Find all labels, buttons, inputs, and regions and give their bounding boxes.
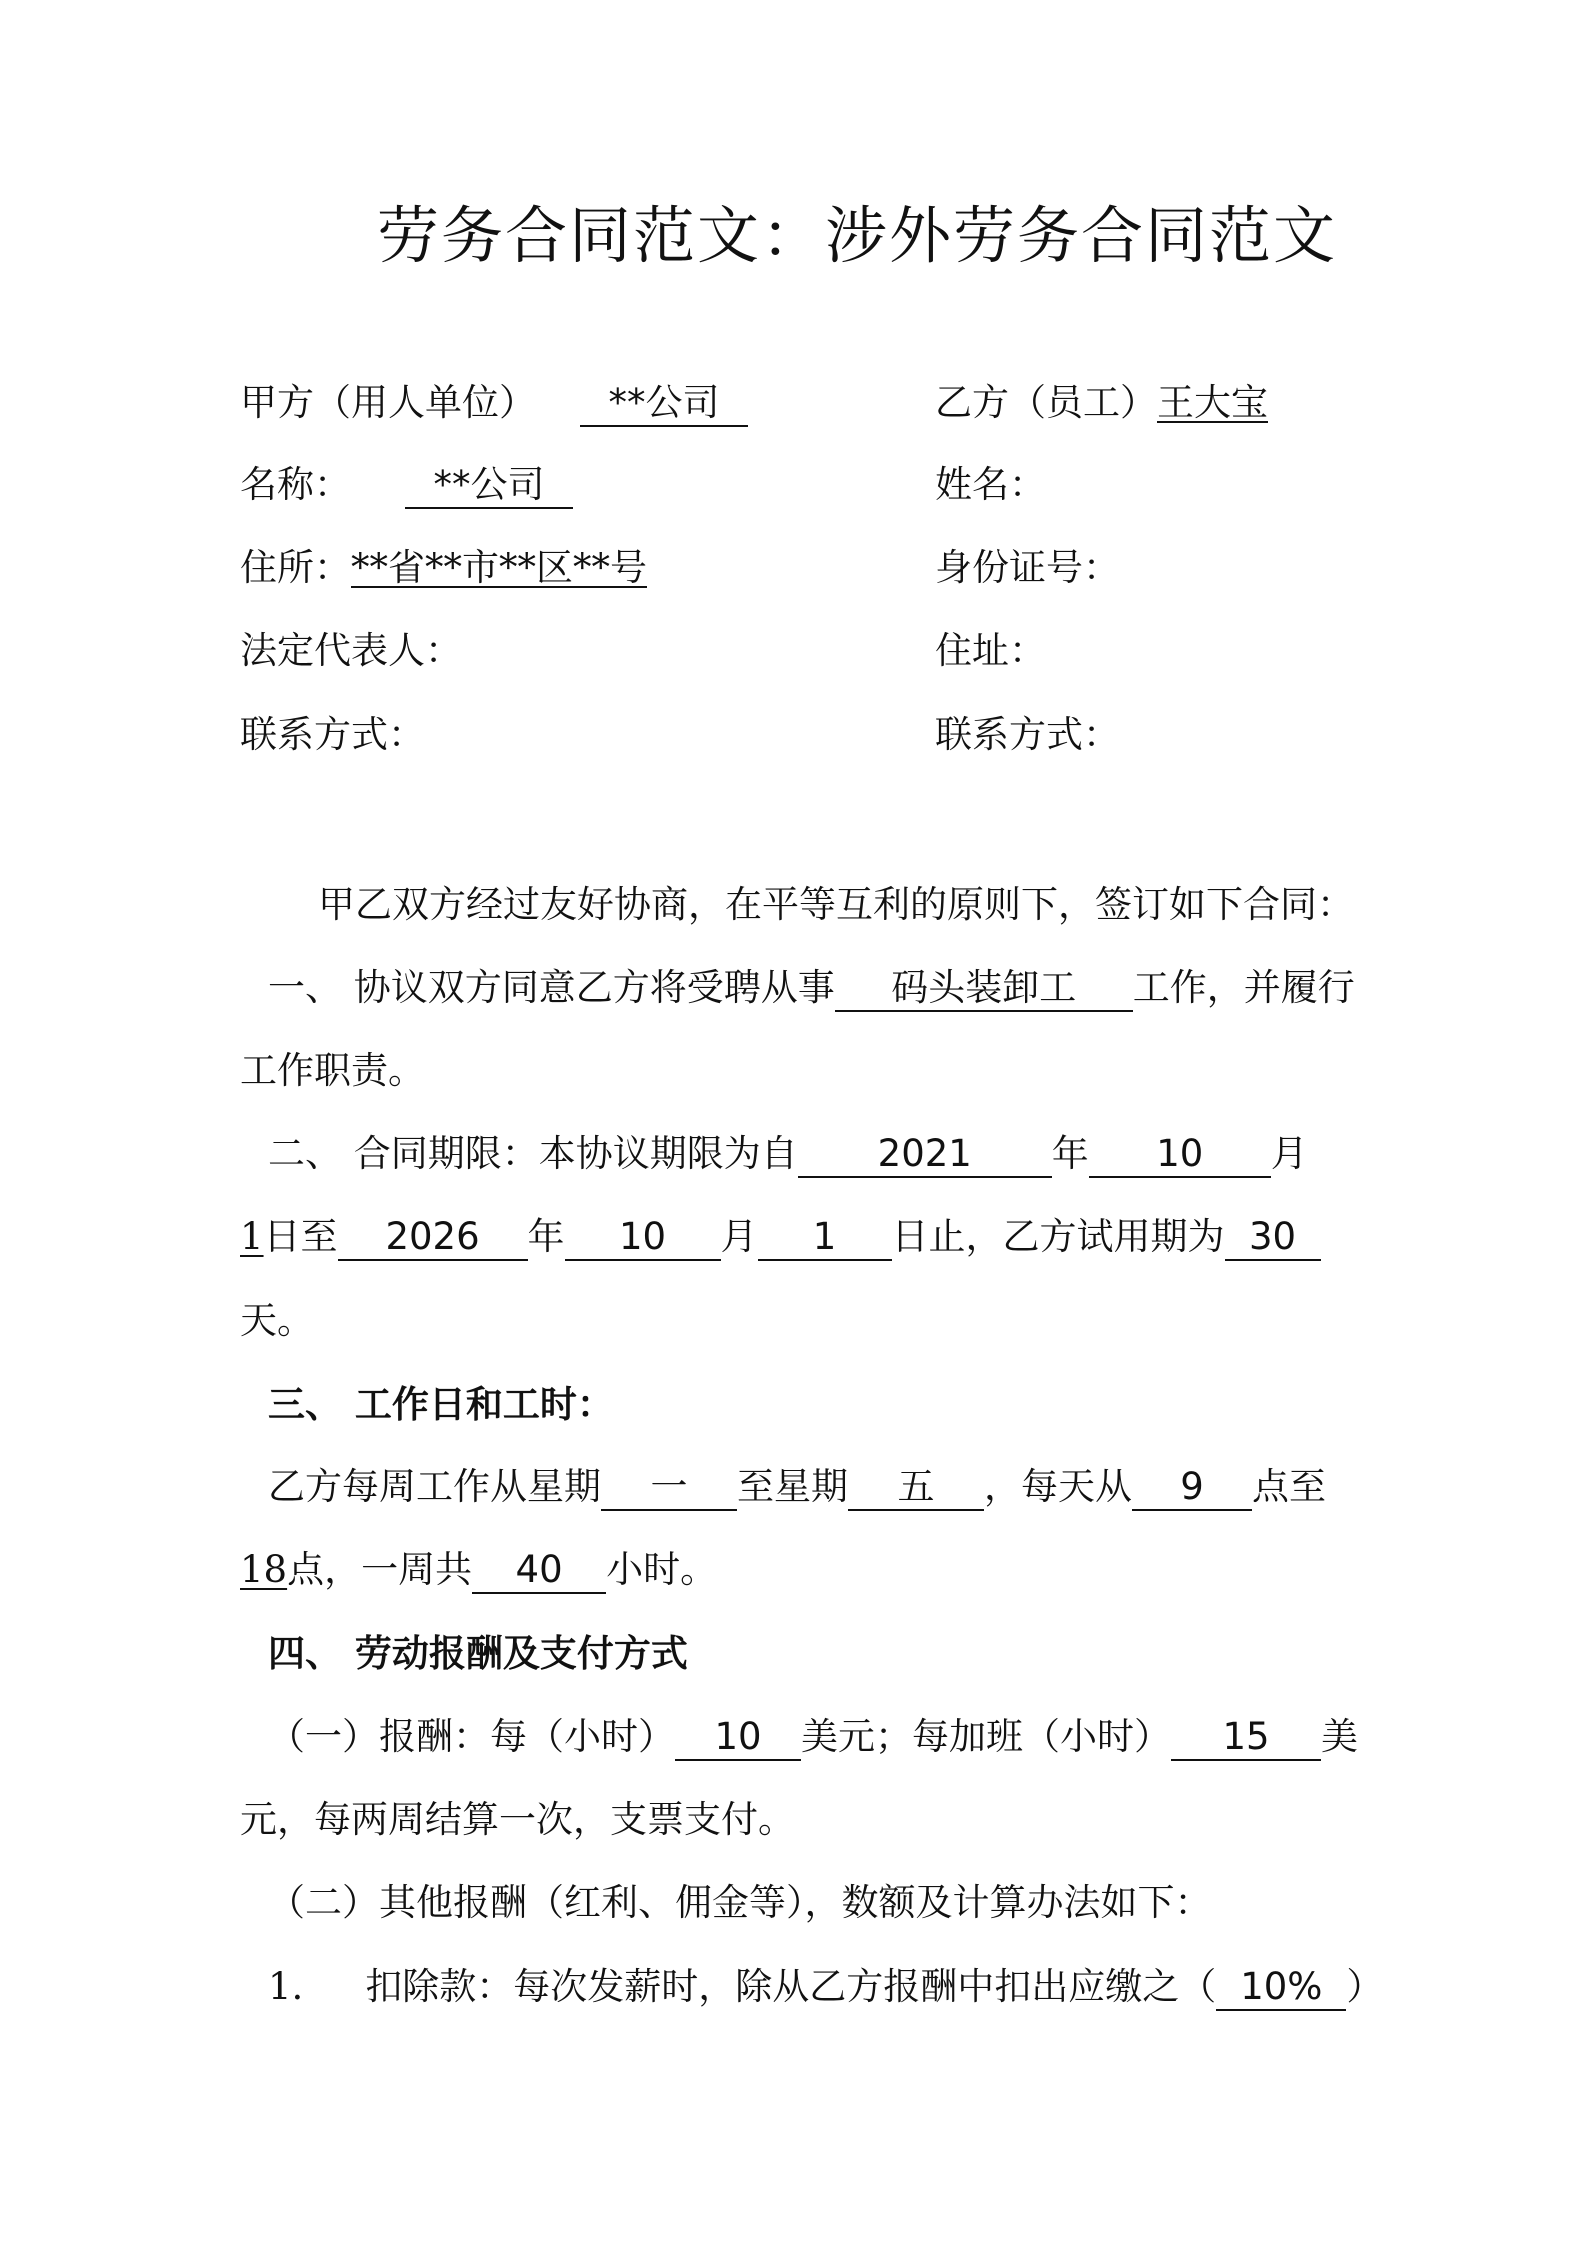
party-a-legal-rep-row <box>240 626 462 676</box>
party-a-row <box>240 378 748 428</box>
to-day-blank: 五 <box>848 1465 984 1511</box>
clause-1-suffix: 工作，并履行 <box>1132 966 1355 1009</box>
clause-2-line-1 <box>268 1129 1308 1179</box>
clause-1-line-2: 工作职责。 <box>240 1049 425 1092</box>
week-label: 点，一周共 <box>287 1548 473 1591</box>
clause-4-pay-line-2: 元，每两周结算一次，支票支付。 <box>240 1798 795 1841</box>
overtime-rate-blank: 15 <box>1171 1715 1321 1761</box>
party-b-contact-row <box>935 710 1120 760</box>
clause-2-prefix: 二、 合同期限：本协议期限为自 <box>268 1132 798 1175</box>
clause-2-line-3: 天。 <box>240 1299 314 1342</box>
end-hour-blank: 18 <box>240 1548 288 1591</box>
party-a-legal-rep-label: 法定代表人： <box>240 629 462 672</box>
to-label: 至星期 <box>737 1465 848 1508</box>
party-b-id-label: 身份证号： <box>935 546 1120 589</box>
party-b-row <box>935 378 1268 428</box>
start-year-blank: 2021 <box>798 1132 1052 1178</box>
party-a-contact-row <box>240 710 425 760</box>
start-month-blank: 10 <box>1089 1132 1271 1178</box>
party-a-value: **公司 <box>580 381 748 427</box>
party-b-name-row <box>935 460 1046 510</box>
deduct-rate-blank: 10% <box>1216 1965 1346 2011</box>
from-day-blank: 一 <box>601 1465 737 1511</box>
intro-paragraph: 甲乙双方经过友好协商，在平等互利的原则下，签订如下合同： <box>318 883 1354 926</box>
deduct-prefix: 扣除款：每次发薪时，除从乙方报酬中扣出应缴之（ <box>365 1965 1217 2008</box>
party-a-address-value: **省**市**区**号 <box>351 546 647 589</box>
party-a-label: 甲方（用人单位） <box>240 381 536 424</box>
clause-3-line-1 <box>268 1462 1326 1512</box>
clause-1-line-1 <box>268 963 1355 1013</box>
clause-4-pay-line-1 <box>268 1712 1358 1762</box>
job-title-blank: 码头装卸工 <box>835 966 1133 1012</box>
party-b-address-row <box>935 626 1046 676</box>
party-b-label: 乙方（员工） <box>935 381 1157 424</box>
clause-3-prefix: 乙方每周工作从星期 <box>268 1465 601 1508</box>
end-year-blank: 2026 <box>338 1215 528 1261</box>
start-day-blank: 1 <box>240 1215 264 1258</box>
party-a-address-label: 住所： <box>240 546 351 589</box>
deduct-close: ） <box>1346 1965 1384 2008</box>
year-char: 年 <box>1051 1132 1089 1175</box>
usd-label-2: 美 <box>1321 1715 1358 1758</box>
party-b-id-row <box>935 543 1120 593</box>
day-to: 日至 <box>263 1215 338 1258</box>
party-b-address-label: 住址： <box>935 629 1046 672</box>
daily-label: ，每天从 <box>984 1465 1132 1508</box>
pay-prefix: （一）报酬：每（小时） <box>268 1715 675 1758</box>
hourly-rate-blank: 10 <box>675 1715 801 1761</box>
hour-to: 点至 <box>1252 1465 1326 1508</box>
probation-blank: 30 <box>1225 1215 1321 1261</box>
party-a-name-row <box>240 460 573 510</box>
hours-suffix: 小时。 <box>606 1548 718 1591</box>
document-title: 劳务合同范文：涉外劳务合同范文 <box>376 199 1337 272</box>
week-hours-blank: 40 <box>472 1548 606 1594</box>
party-b-value: 王大宝 <box>1157 381 1268 424</box>
end-day-blank: 1 <box>758 1215 892 1261</box>
clause-3-line-2 <box>240 1545 717 1595</box>
end-month-blank: 10 <box>565 1215 721 1261</box>
year-char-2: 年 <box>527 1215 565 1258</box>
start-hour-blank: 9 <box>1132 1465 1252 1511</box>
deduct-number: 1. <box>268 1965 304 2008</box>
month-char: 月 <box>1270 1132 1308 1175</box>
clause-4-other: （二）其他报酬（红利、佣金等），数额及计算办法如下： <box>268 1881 1212 1924</box>
clause-1-prefix: 一、 协议双方同意乙方将受聘从事 <box>268 966 835 1009</box>
month-char-2: 月 <box>720 1215 758 1258</box>
clause-2-line-2 <box>240 1212 1321 1262</box>
until-text: 日止，乙方试用期为 <box>891 1215 1225 1258</box>
party-a-contact-label: 联系方式： <box>240 713 425 756</box>
party-a-name-label: 名称： <box>240 463 351 506</box>
party-a-name-value: **公司 <box>405 463 573 509</box>
party-b-name-label: 姓名： <box>935 463 1046 506</box>
usd-label: 美元；每加班（小时） <box>801 1715 1171 1758</box>
clause-3-heading: 三、 工作日和工时： <box>268 1382 614 1426</box>
party-a-address-row <box>240 543 647 593</box>
clause-4-heading: 四、 劳动报酬及支付方式 <box>268 1631 688 1675</box>
clause-4-deduct-line <box>268 1962 1383 2012</box>
party-b-contact-label: 联系方式： <box>935 713 1120 756</box>
